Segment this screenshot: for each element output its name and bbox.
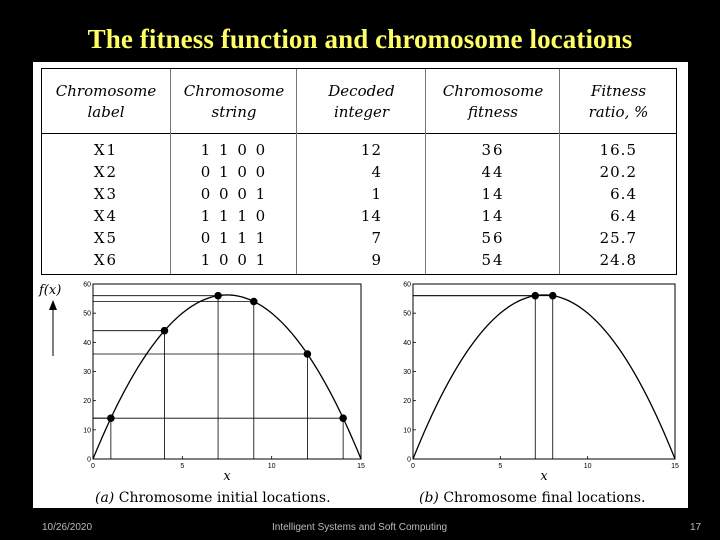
table-cell: X2 <box>93 163 119 181</box>
column-fitness <box>425 69 560 274</box>
y-tick-label: 40 <box>83 339 91 347</box>
chromosome-point <box>250 298 258 306</box>
table-cell: X4 <box>93 207 119 225</box>
x-tick-label: 5 <box>180 463 185 470</box>
chromosome-table <box>41 68 677 275</box>
y-tick-label: 20 <box>83 398 91 406</box>
table-cell: 14 <box>481 185 505 203</box>
x-axis-label: x <box>223 469 231 484</box>
column-decoded <box>296 69 426 274</box>
header-cell <box>426 69 560 131</box>
caption-text: Chromosome final locations. <box>438 490 646 506</box>
x-tick-label: 15 <box>357 463 365 470</box>
chromosome-point <box>549 292 557 300</box>
table-cell: 14 <box>360 207 382 225</box>
table-cell: 7 <box>371 229 382 247</box>
y-tick-label: 60 <box>403 281 411 289</box>
column-label <box>42 69 170 274</box>
table-cell: 6.4 <box>610 185 637 203</box>
table-cell: X5 <box>93 229 119 247</box>
header-line: label <box>87 103 125 121</box>
x-tick-label: 10 <box>267 463 276 470</box>
chromosome-point <box>304 350 312 358</box>
header-line: Chromosome <box>183 82 285 100</box>
table-cell: 1 1 0 0 <box>200 141 268 159</box>
content-panel <box>33 62 688 508</box>
plot-frame <box>413 284 675 459</box>
table-cell: 20.2 <box>599 163 637 181</box>
x-tick-label: 0 <box>411 463 415 470</box>
column-string <box>170 69 297 274</box>
header-cell <box>42 69 170 131</box>
header-line: Decoded <box>328 82 395 100</box>
table-cell: X6 <box>93 251 119 269</box>
header-line: Chromosome <box>442 82 544 100</box>
plot-frame <box>93 284 361 459</box>
caption-letter: (a) <box>95 490 115 506</box>
column-ratio <box>559 69 677 274</box>
table-cell: 56 <box>481 229 505 247</box>
table-cell: 36 <box>481 141 505 159</box>
caption-final <box>419 490 645 506</box>
footer-course: Intelligent Systems and Soft Computing <box>272 522 448 533</box>
chromosome-point <box>339 414 347 422</box>
caption-initial <box>95 490 331 506</box>
header-line: Fitness <box>590 82 647 100</box>
table-cell: 25.7 <box>599 229 637 247</box>
table-cell: X1 <box>93 141 119 159</box>
slide-title: The fitness function and chromosome locations <box>87 24 633 54</box>
chart-final-locations <box>403 282 679 485</box>
y-tick-label: 30 <box>83 369 91 376</box>
chromosome-point <box>214 292 222 300</box>
x-tick-label: 5 <box>498 463 503 470</box>
header-cell <box>560 69 677 131</box>
table-cell: 1 0 0 1 <box>200 251 268 269</box>
x-tick-label: 0 <box>91 463 95 470</box>
table-cell: 9 <box>371 251 382 269</box>
table-cell: 14 <box>481 207 505 225</box>
table-cell: 16.5 <box>599 141 637 159</box>
caption-text: Chromosome initial locations. <box>114 490 331 506</box>
y-tick-label: 10 <box>403 427 411 435</box>
x-tick-label: 10 <box>583 463 592 470</box>
table-cell: 4 <box>371 163 382 181</box>
chromosome-point <box>161 327 169 335</box>
table-cell: 1 1 1 0 <box>200 207 268 225</box>
header-cell <box>297 69 426 131</box>
y-tick-label: 0 <box>87 456 91 464</box>
page-number: 17 <box>690 522 702 533</box>
y-tick-label: 40 <box>403 339 411 347</box>
y-tick-label: 50 <box>403 310 411 318</box>
table-cell: 12 <box>360 141 382 159</box>
y-tick-label: 20 <box>403 398 411 406</box>
fitness-curve <box>413 295 675 459</box>
chart-initial-locations <box>83 282 365 485</box>
table-cell: 1 <box>371 185 382 203</box>
table-cell: X3 <box>93 185 119 203</box>
y-axis-arrowhead <box>49 300 57 310</box>
header-line: ratio, % <box>588 103 649 121</box>
header-line: fitness <box>468 103 518 121</box>
table-cell: 44 <box>481 163 505 181</box>
table-cell: 24.8 <box>599 251 637 269</box>
y-tick-label: 60 <box>83 281 91 289</box>
y-tick-label: 0 <box>407 456 411 464</box>
table-cell: 0 0 0 1 <box>200 185 268 203</box>
x-axis-label: x <box>540 469 548 484</box>
fitness-curve <box>93 295 361 459</box>
table-cell: 6.4 <box>610 207 637 225</box>
y-tick-label: 30 <box>403 369 411 376</box>
y-axis-name: f(x) <box>39 283 62 298</box>
x-tick-label: 15 <box>671 463 679 470</box>
y-tick-label: 50 <box>83 310 91 318</box>
header-cell <box>171 69 297 131</box>
table-cell: 0 1 1 1 <box>200 229 268 247</box>
caption-letter: (b) <box>419 490 439 506</box>
footer-date: 10/26/2020 <box>42 522 93 533</box>
table-cell: 54 <box>481 251 505 269</box>
y-tick-label: 10 <box>83 427 91 435</box>
header-line: string <box>211 103 257 121</box>
table-cell: 0 1 0 0 <box>200 163 268 181</box>
header-line: Chromosome <box>55 82 157 100</box>
header-line: integer <box>333 103 389 121</box>
fitness-charts <box>33 276 688 508</box>
